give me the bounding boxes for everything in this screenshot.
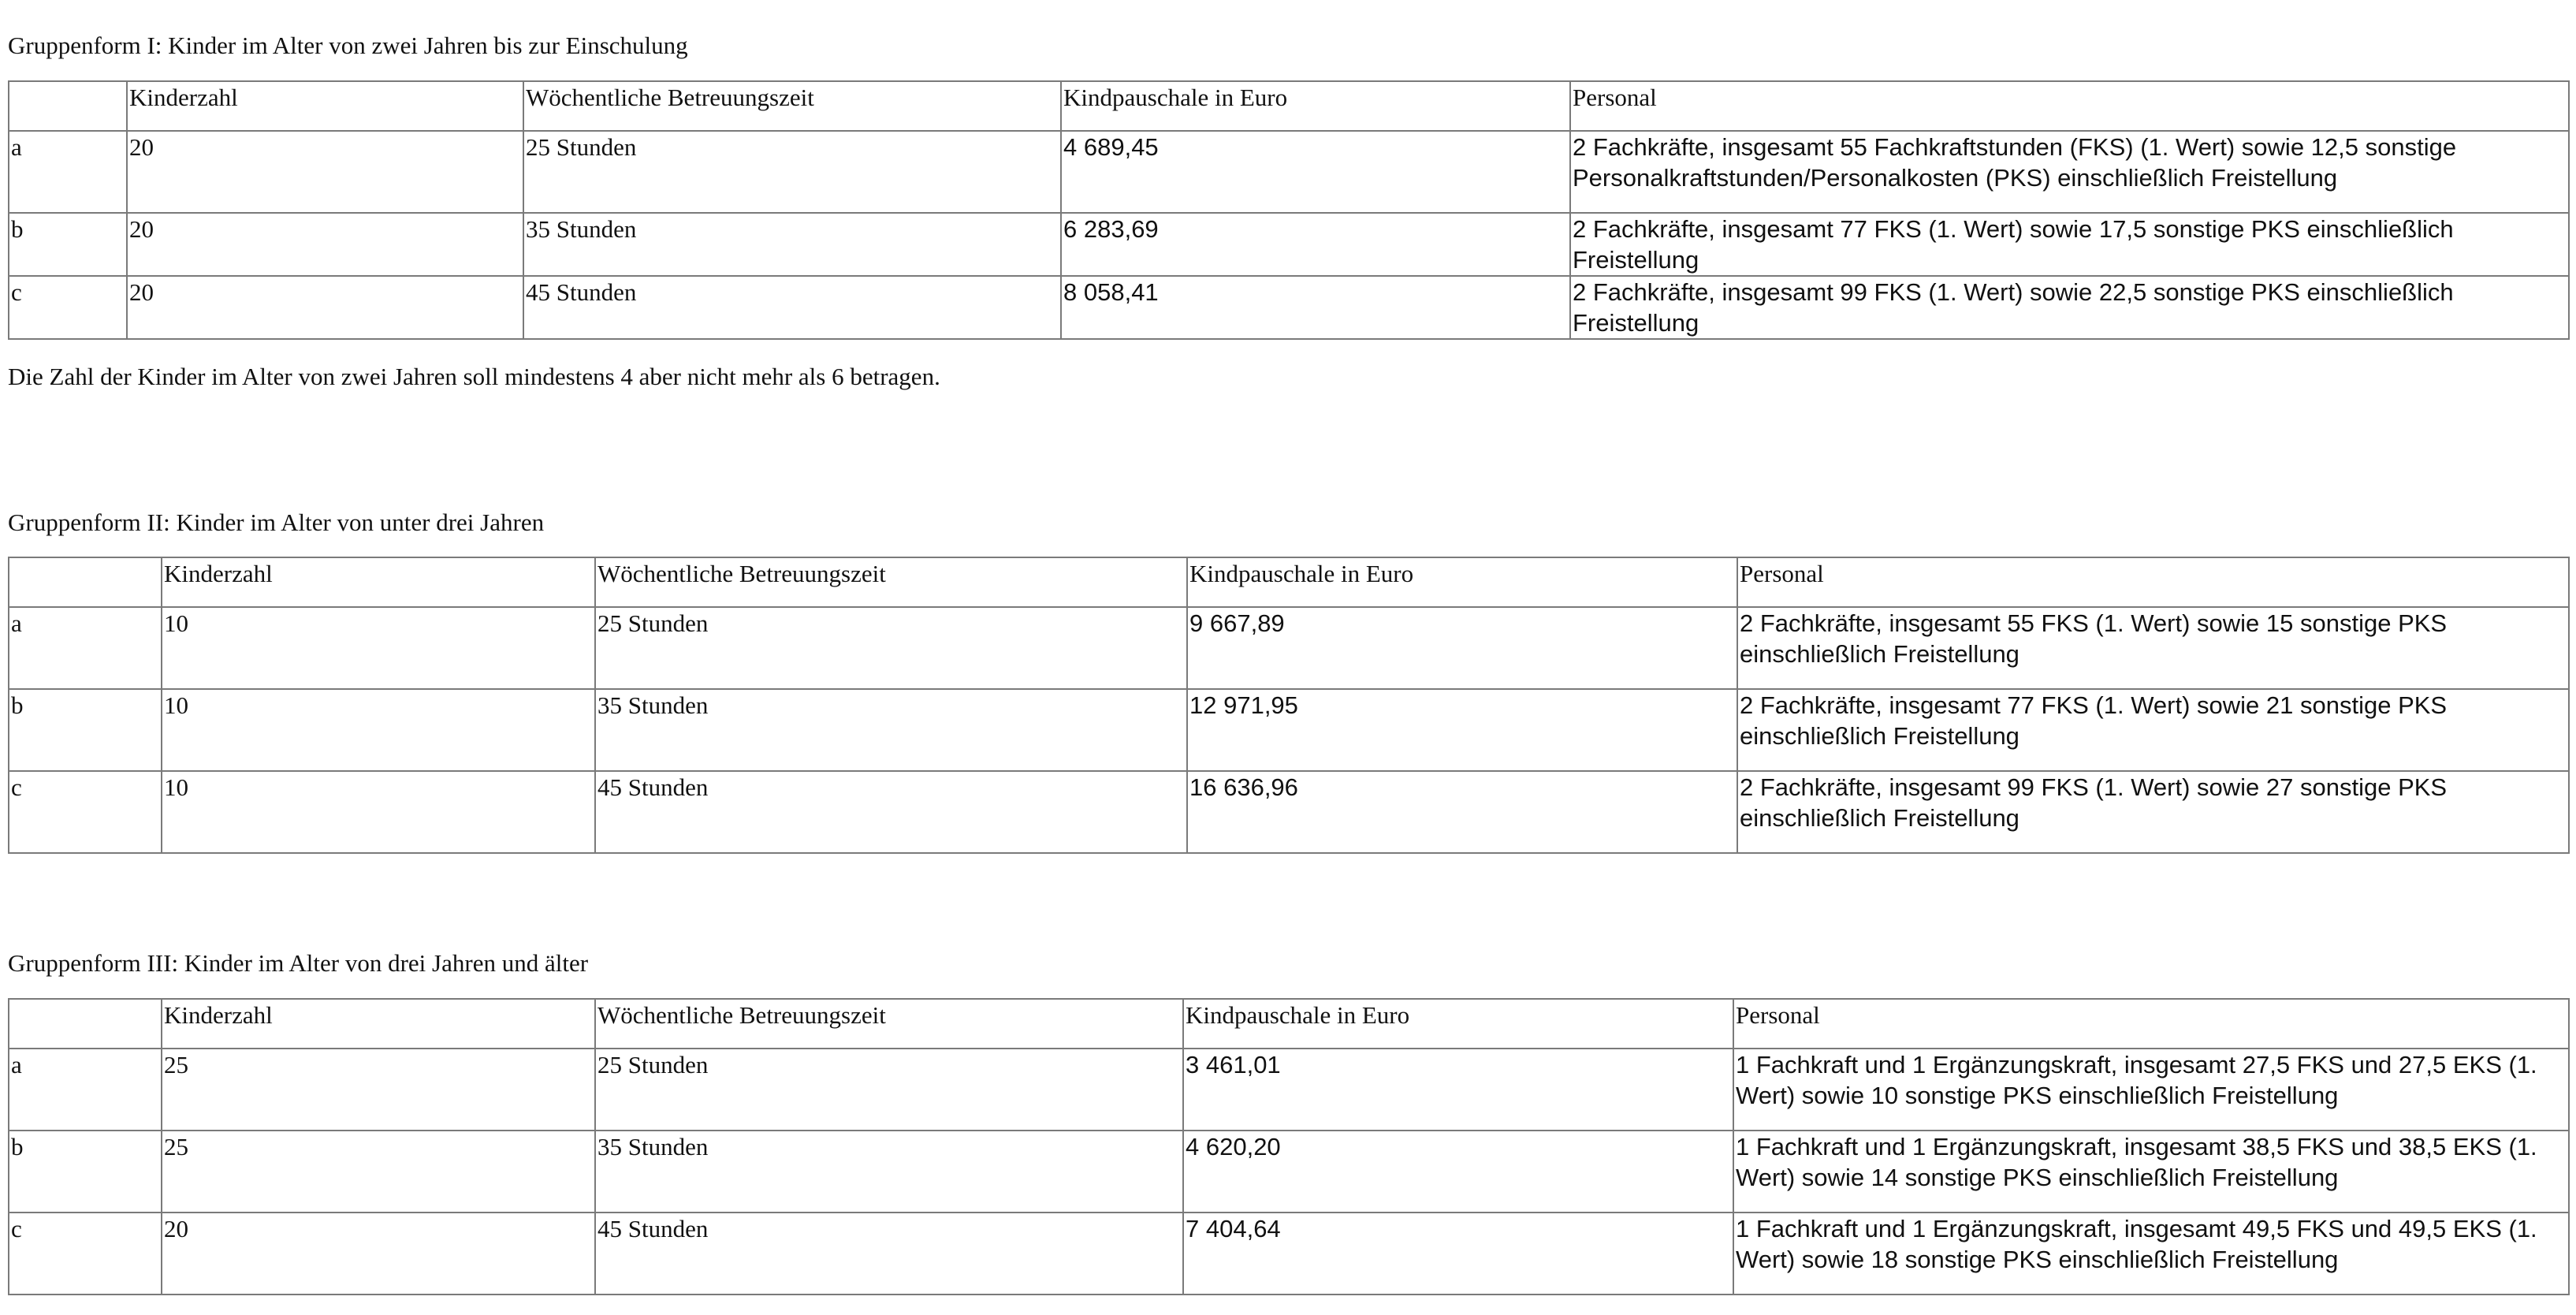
table-header-row	[9, 557, 2569, 607]
kindpauschale-cell: 4 689,45	[1061, 131, 1570, 213]
personal-cell: 1 Fachkraft und 1 Ergänzungskraft, insgesamt 49,5 FKS und 49,5 EKS (1. Wert) sowie 18 sonstige PKS einschließlich Freistellung	[1733, 1213, 2569, 1295]
betreuungszeit-cell: 25 Stunden	[523, 131, 1061, 213]
group1-title: Gruppenform I: Kinder im Alter von zwei Jahren bis zur Einschulung	[8, 32, 688, 59]
personal-cell: 2 Fachkräfte, insgesamt 99 FKS (1. Wert) sowie 22,5 sonstige PKS einschließlich Freistellung	[1570, 276, 2569, 339]
row-id: a	[9, 131, 127, 213]
group1-table	[8, 80, 2570, 340]
kindpauschale-cell: 4 620,20	[1183, 1131, 1733, 1213]
personal-cell: 2 Fachkräfte, insgesamt 55 Fachkraftstunden (FKS) (1. Wert) sowie 12,5 sonstige Personalkraftstunden/Personalkosten (PKS) einschließlich Freistellung	[1570, 131, 2569, 213]
table-row	[9, 1049, 2569, 1131]
betreuungszeit-cell: 35 Stunden	[523, 213, 1061, 276]
header-kindpauschale: Kindpauschale in Euro	[1183, 999, 1733, 1049]
betreuungszeit-cell: 35 Stunden	[595, 1131, 1183, 1213]
row-id: b	[9, 689, 162, 771]
kinderzahl-cell: 20	[127, 131, 523, 213]
header-empty-cell	[9, 999, 162, 1049]
kinderzahl-cell: 25	[162, 1131, 595, 1213]
personal-cell: 2 Fachkräfte, insgesamt 77 FKS (1. Wert) sowie 21 sonstige PKS einschließlich Freistellung	[1737, 689, 2569, 771]
table-row	[9, 1131, 2569, 1213]
header-personal: Personal	[1570, 81, 2569, 131]
header-kinderzahl: Kinderzahl	[162, 557, 595, 607]
betreuungszeit-cell: 45 Stunden	[595, 1213, 1183, 1295]
kinderzahl-cell: 10	[162, 689, 595, 771]
kindpauschale-cell: 8 058,41	[1061, 276, 1570, 339]
kinderzahl-cell: 20	[127, 213, 523, 276]
header-kindpauschale: Kindpauschale in Euro	[1187, 557, 1737, 607]
kindpauschale-cell: 6 283,69	[1061, 213, 1570, 276]
kinderzahl-cell: 20	[127, 276, 523, 339]
table-row	[9, 771, 2569, 853]
personal-cell: 2 Fachkräfte, insgesamt 77 FKS (1. Wert) sowie 17,5 sonstige PKS einschließlich Freistellung	[1570, 213, 2569, 276]
header-betreuungszeit: Wöchentliche Betreuungszeit	[595, 557, 1187, 607]
row-id: c	[9, 1213, 162, 1295]
group1-note: Die Zahl der Kinder im Alter von zwei Jahren soll mindestens 4 aber nicht mehr als 6 betragen.	[8, 363, 940, 390]
row-id: a	[9, 1049, 162, 1131]
table-row	[9, 213, 2569, 276]
header-kindpauschale: Kindpauschale in Euro	[1061, 81, 1570, 131]
group3-table	[8, 998, 2570, 1295]
row-id: c	[9, 276, 127, 339]
personal-cell: 2 Fachkräfte, insgesamt 55 FKS (1. Wert) sowie 15 sonstige PKS einschließlich Freistellung	[1737, 607, 2569, 689]
personal-cell: 2 Fachkräfte, insgesamt 99 FKS (1. Wert) sowie 27 sonstige PKS einschließlich Freistellung	[1737, 771, 2569, 853]
table-row	[9, 131, 2569, 213]
header-empty-cell	[9, 557, 162, 607]
table-row	[9, 689, 2569, 771]
kindpauschale-cell: 12 971,95	[1187, 689, 1737, 771]
group2-table	[8, 557, 2570, 854]
table-row	[9, 1213, 2569, 1295]
table-row	[9, 276, 2569, 339]
header-betreuungszeit: Wöchentliche Betreuungszeit	[523, 81, 1061, 131]
betreuungszeit-cell: 35 Stunden	[595, 689, 1187, 771]
row-id: c	[9, 771, 162, 853]
group3-title: Gruppenform III: Kinder im Alter von drei Jahren und älter	[8, 949, 589, 977]
betreuungszeit-cell: 25 Stunden	[595, 1049, 1183, 1131]
header-kinderzahl: Kinderzahl	[127, 81, 523, 131]
group2-title: Gruppenform II: Kinder im Alter von unter drei Jahren	[8, 508, 545, 536]
kinderzahl-cell: 20	[162, 1213, 595, 1295]
kinderzahl-cell: 25	[162, 1049, 595, 1131]
header-personal: Personal	[1737, 557, 2569, 607]
kindpauschale-cell: 9 667,89	[1187, 607, 1737, 689]
header-betreuungszeit: Wöchentliche Betreuungszeit	[595, 999, 1183, 1049]
betreuungszeit-cell: 25 Stunden	[595, 607, 1187, 689]
header-personal: Personal	[1733, 999, 2569, 1049]
personal-cell: 1 Fachkraft und 1 Ergänzungskraft, insgesamt 38,5 FKS und 38,5 EKS (1. Wert) sowie 14 sonstige PKS einschließlich Freistellung	[1733, 1131, 2569, 1213]
betreuungszeit-cell: 45 Stunden	[523, 276, 1061, 339]
kindpauschale-cell: 7 404,64	[1183, 1213, 1733, 1295]
table-header-row	[9, 81, 2569, 131]
row-id: b	[9, 213, 127, 276]
kinderzahl-cell: 10	[162, 771, 595, 853]
header-empty-cell	[9, 81, 127, 131]
kindpauschale-cell: 16 636,96	[1187, 771, 1737, 853]
table-header-row	[9, 999, 2569, 1049]
row-id: b	[9, 1131, 162, 1213]
kinderzahl-cell: 10	[162, 607, 595, 689]
table-row	[9, 607, 2569, 689]
header-kinderzahl: Kinderzahl	[162, 999, 595, 1049]
personal-cell: 1 Fachkraft und 1 Ergänzungskraft, insgesamt 27,5 FKS und 27,5 EKS (1. Wert) sowie 10 sonstige PKS einschließlich Freistellung	[1733, 1049, 2569, 1131]
row-id: a	[9, 607, 162, 689]
kindpauschale-cell: 3 461,01	[1183, 1049, 1733, 1131]
betreuungszeit-cell: 45 Stunden	[595, 771, 1187, 853]
